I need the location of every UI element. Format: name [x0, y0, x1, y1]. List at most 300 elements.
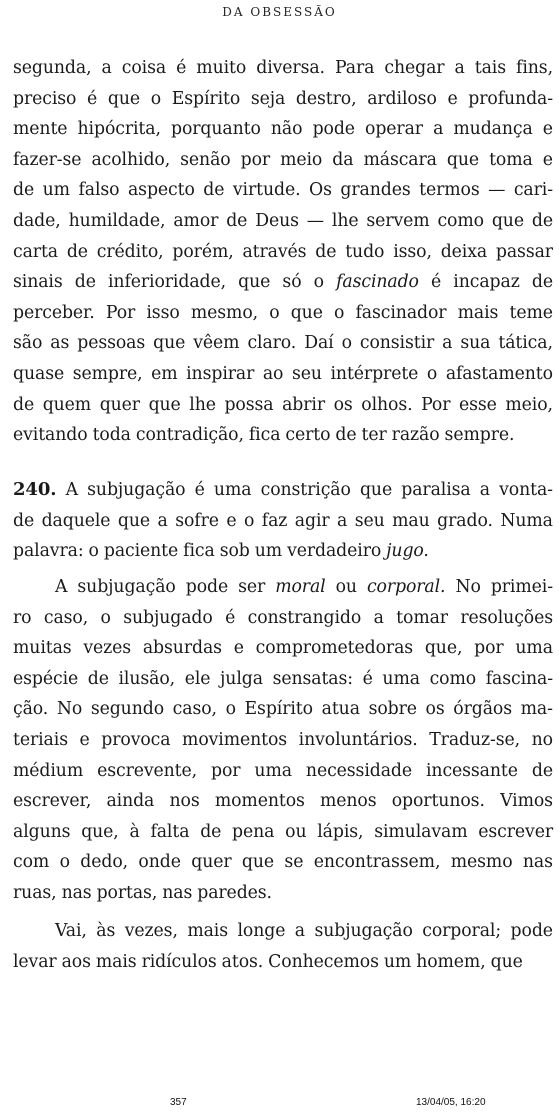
word: lhe — [189, 394, 216, 415]
word: uma — [515, 638, 553, 659]
paragraph-fascination-end — [13, 53, 553, 451]
word: que — [491, 210, 524, 231]
word: por — [240, 149, 271, 170]
word: mudança — [453, 119, 533, 140]
word: de — [531, 272, 553, 293]
word: carta — [13, 241, 58, 262]
word: em — [151, 363, 178, 384]
text-line — [13, 359, 553, 390]
word: lápis, — [317, 821, 364, 842]
word: Daí — [304, 333, 334, 354]
word: que — [359, 480, 393, 500]
running-head: DA OBSESSÃO — [222, 5, 337, 19]
word: 240. — [13, 479, 57, 500]
text-line — [13, 328, 553, 359]
word: teriais — [13, 729, 68, 750]
word: amor — [173, 210, 219, 231]
word: — — [488, 180, 506, 201]
word: moral — [275, 577, 326, 597]
word: mais — [95, 951, 137, 972]
word: o — [269, 302, 280, 323]
word: teme — [509, 302, 553, 323]
word: e — [447, 88, 458, 109]
word: de — [226, 210, 248, 231]
word: Por — [105, 302, 136, 323]
word: claro. — [247, 333, 297, 354]
word: e — [233, 638, 244, 659]
word: Vimos — [500, 791, 553, 812]
word: incessante — [425, 760, 518, 781]
word: como — [429, 668, 477, 689]
word: grandes — [340, 180, 411, 201]
word: crédito, — [96, 241, 164, 262]
word: e — [79, 729, 90, 750]
text-line — [13, 267, 553, 298]
word: se — [284, 852, 304, 873]
word: sofre — [175, 510, 219, 531]
word: caso, — [43, 607, 89, 628]
word: subjugação — [314, 921, 413, 941]
word: isso, — [393, 241, 432, 262]
word: constrangido — [247, 607, 362, 628]
word: involuntários. — [298, 729, 418, 750]
word: hipócrita, — [77, 119, 161, 140]
word: por — [474, 638, 504, 659]
word: que — [153, 333, 186, 354]
word: fins, — [516, 58, 553, 78]
word: de — [531, 210, 553, 231]
word: porquanto — [170, 119, 261, 140]
word: vêem — [193, 333, 240, 354]
word: tomar — [396, 607, 448, 628]
text-line — [13, 603, 553, 634]
word: subjugação — [77, 577, 176, 597]
word: o — [426, 363, 438, 384]
text-line — [13, 725, 553, 756]
text-line — [13, 53, 553, 84]
paragraph-corporal-subjugation — [13, 916, 553, 977]
word: Vai, — [55, 921, 87, 941]
word: levar — [13, 951, 57, 972]
word: termos — [419, 180, 480, 201]
word: a — [101, 58, 112, 78]
word: Espírito — [171, 88, 241, 109]
word: paralisa — [401, 480, 471, 500]
word: que — [446, 149, 480, 170]
word: primei- — [490, 577, 553, 597]
paragraph-240-subjugation — [13, 475, 553, 567]
word: que — [107, 88, 141, 109]
word: a — [433, 119, 444, 140]
word: olhos. — [361, 394, 413, 415]
word: ção. — [13, 699, 49, 720]
word: sempre, — [72, 363, 143, 384]
word: é — [194, 480, 205, 500]
word: a — [294, 921, 305, 941]
word: nos — [169, 791, 200, 812]
word: possa — [224, 394, 274, 415]
text-line — [13, 878, 553, 909]
word: médium — [13, 760, 84, 781]
word: da — [332, 149, 354, 170]
word: senão — [180, 149, 231, 170]
text-line — [13, 817, 553, 848]
word: não — [270, 119, 303, 140]
word: mais — [457, 302, 499, 323]
word: vonta- — [499, 480, 553, 500]
word: pode — [312, 119, 355, 140]
word: atos. — [221, 951, 264, 972]
word: sob — [219, 541, 250, 562]
word: chegar — [384, 58, 445, 78]
word: quer — [99, 394, 140, 415]
word: de — [13, 394, 35, 415]
text-line — [13, 694, 553, 725]
word: subjugado — [123, 607, 213, 628]
word: quase — [13, 363, 65, 384]
word: simulavam — [374, 821, 468, 842]
word: dade, — [13, 210, 61, 231]
word: — — [306, 210, 324, 231]
text-line — [13, 847, 553, 878]
word: que — [117, 510, 151, 531]
word: só — [282, 272, 302, 293]
word: uma — [382, 668, 420, 689]
word: escrevente, — [97, 760, 198, 781]
word: intérprete — [330, 363, 419, 384]
word: coisa — [121, 58, 167, 78]
word: tais — [474, 58, 506, 78]
word: muitas — [13, 638, 72, 659]
word: sobre — [368, 699, 417, 720]
word: de — [200, 821, 222, 842]
word: porém, — [172, 241, 234, 262]
text-line — [13, 175, 553, 206]
word: atua — [321, 699, 360, 720]
word: menos — [319, 791, 377, 812]
word: nas — [61, 882, 92, 903]
text-line — [13, 506, 553, 537]
text-line — [13, 756, 553, 787]
word: pode — [185, 577, 229, 597]
word: à — [129, 821, 140, 842]
word: palavra: — [13, 541, 84, 562]
word: com — [13, 852, 50, 873]
word: os — [425, 699, 445, 720]
word: Espírito — [244, 699, 313, 720]
word: ser — [238, 577, 266, 597]
word: virtude. — [232, 180, 301, 201]
word: de — [203, 180, 225, 201]
word: agir — [294, 510, 330, 531]
word: a — [479, 480, 490, 500]
word: às — [96, 921, 116, 941]
word: o — [100, 607, 111, 628]
word: esse — [458, 394, 497, 415]
word: nas — [522, 852, 553, 873]
word: Numa — [500, 510, 553, 531]
word: ardiloso — [367, 88, 437, 109]
word: ele — [184, 668, 211, 689]
word: ridículos — [141, 951, 217, 972]
word: espécie — [13, 668, 79, 689]
text-line — [13, 237, 553, 268]
word: Deus — [255, 210, 299, 231]
word: órgãos — [453, 699, 512, 720]
text-line — [13, 572, 553, 603]
word: que — [290, 302, 323, 323]
word: diversa. — [256, 58, 325, 78]
word: isso — [146, 302, 180, 323]
word: humildade, — [68, 210, 166, 231]
word: que — [490, 951, 523, 972]
word: constrição — [260, 480, 351, 500]
word: Traduz-se, — [429, 729, 521, 750]
text-line — [13, 420, 553, 451]
word: seu — [354, 510, 385, 531]
word: dedo, — [80, 852, 129, 873]
word: faz — [261, 510, 288, 531]
word: oportunos. — [391, 791, 485, 812]
word: jugo. — [386, 541, 429, 562]
word: acolhido, — [91, 149, 171, 170]
word: julga — [220, 668, 263, 689]
word: caso, — [172, 699, 217, 720]
word: destro, — [295, 88, 357, 109]
word: os — [333, 394, 353, 415]
word: a — [337, 510, 348, 531]
word: sua — [460, 333, 491, 354]
word: profunda- — [468, 88, 553, 109]
text-line — [13, 206, 553, 237]
word: sempre. — [444, 425, 515, 446]
word: necessidade — [305, 760, 413, 781]
word: de — [87, 668, 109, 689]
word: momentos — [214, 791, 305, 812]
text-line — [13, 916, 553, 947]
word: inferioridade, — [108, 272, 227, 293]
word: passar — [495, 241, 553, 262]
word: mesmo — [450, 852, 513, 873]
text-line — [13, 84, 553, 115]
word: homem, — [416, 951, 486, 972]
word: o — [225, 699, 236, 720]
word: ter — [361, 425, 387, 446]
word: a — [157, 510, 168, 531]
word: A — [65, 480, 78, 500]
paragraph-moral-corporal — [13, 572, 553, 909]
word: vezes — [83, 638, 132, 659]
word: perceber. — [13, 302, 95, 323]
word: segunda, — [13, 58, 92, 78]
word: fica — [248, 425, 281, 446]
word: tática, — [498, 333, 553, 354]
word: ma- — [520, 699, 553, 720]
word: certo — [285, 425, 331, 446]
text-line — [13, 475, 553, 506]
word: ruas, — [13, 882, 57, 903]
word: de — [74, 272, 96, 293]
word: pena — [232, 821, 275, 842]
word: são — [13, 333, 43, 354]
word: pessoas — [77, 333, 146, 354]
word: tudo — [345, 241, 385, 262]
text-line — [13, 114, 553, 145]
word: o — [334, 302, 345, 323]
word: absurdas — [142, 638, 222, 659]
word: de — [66, 241, 88, 262]
footer-timestamp: 13/04/05, 16:20 — [416, 1097, 486, 1108]
word: Os — [309, 180, 332, 201]
text-line — [13, 786, 553, 817]
word: meio, — [505, 394, 553, 415]
word: as — [50, 333, 70, 354]
word: a — [454, 58, 465, 78]
word: aspecto — [127, 180, 195, 201]
text-line — [13, 145, 553, 176]
word: daquele — [41, 510, 111, 531]
word: o — [313, 272, 324, 293]
word: fascinador — [355, 302, 447, 323]
word: de — [315, 241, 337, 262]
word: que — [241, 852, 275, 873]
word: longe — [237, 921, 286, 941]
word: ainda — [106, 791, 155, 812]
word: é — [176, 58, 187, 78]
word: que — [148, 394, 181, 415]
text-line — [13, 664, 553, 695]
word: ou — [335, 577, 357, 597]
word: o — [150, 88, 162, 109]
word: paciente — [103, 541, 179, 562]
word: A — [55, 577, 68, 597]
word: No — [455, 577, 481, 597]
word: é — [362, 668, 373, 689]
word: subjugação — [87, 480, 186, 500]
word: Para — [335, 58, 375, 78]
word: ilusão, — [118, 668, 176, 689]
word: que, — [81, 821, 119, 842]
word: razão — [391, 425, 440, 446]
word: evitando — [13, 425, 88, 446]
word: meio — [280, 149, 323, 170]
word: o — [341, 333, 352, 354]
word: afastamento — [445, 363, 553, 384]
word: de — [335, 425, 357, 446]
word: de — [531, 760, 553, 781]
word: nas — [162, 882, 193, 903]
word: servem — [366, 210, 430, 231]
word: de — [13, 510, 35, 531]
word: Por — [421, 394, 451, 415]
word: consistir — [359, 333, 435, 354]
word: mesmo, — [190, 302, 259, 323]
word: fascinado — [336, 272, 419, 293]
text-line — [13, 947, 553, 978]
word: inspirar — [186, 363, 255, 384]
text-line — [13, 298, 553, 329]
word: toda — [92, 425, 131, 446]
word: aos — [61, 951, 91, 972]
page-number: 357 — [170, 1097, 187, 1108]
word: a — [442, 333, 453, 354]
word: Conhecemos — [268, 951, 379, 972]
word: um — [383, 951, 412, 972]
word: fascina- — [485, 668, 553, 689]
word: incapaz — [453, 272, 520, 293]
word: o — [243, 510, 255, 531]
word: como — [437, 210, 484, 231]
word: toma — [489, 149, 533, 170]
word: é — [87, 88, 98, 109]
word: corporal. — [366, 577, 446, 597]
word: fazer-se — [13, 149, 82, 170]
word: mau — [392, 510, 430, 531]
text-line — [13, 536, 553, 567]
word: provoca — [101, 729, 171, 750]
word: falta — [150, 821, 190, 842]
word: seja — [250, 88, 286, 109]
word: e — [542, 149, 553, 170]
word: movimentos — [182, 729, 288, 750]
word: uma — [213, 480, 252, 500]
word: corporal; — [422, 921, 502, 941]
word: deixa — [440, 241, 488, 262]
word: escrever — [478, 821, 553, 842]
word: operar — [365, 119, 423, 140]
word: sinais — [13, 272, 63, 293]
word: muito — [196, 58, 247, 78]
word: uma — [254, 760, 292, 781]
word: contradição, — [135, 425, 244, 446]
word: preciso — [13, 88, 77, 109]
word: resoluções — [460, 607, 553, 628]
word: por — [211, 760, 241, 781]
word: ou — [285, 821, 307, 842]
word: onde — [138, 852, 181, 873]
text-line — [13, 633, 553, 664]
word: abrir — [282, 394, 325, 415]
word: é — [431, 272, 442, 293]
word: um — [254, 541, 283, 562]
word: fica — [183, 541, 215, 562]
word: o — [88, 541, 99, 562]
word: ao — [262, 363, 284, 384]
word: sensatas: — [272, 668, 353, 689]
text-line — [13, 390, 553, 421]
word: encontrassem, — [313, 852, 441, 873]
word: de — [13, 180, 35, 201]
word: no — [531, 729, 553, 750]
word: vezes, — [124, 921, 178, 941]
word: lhe — [331, 210, 359, 231]
word: No — [56, 699, 83, 720]
word: que — [238, 272, 271, 293]
word: ro — [13, 607, 32, 628]
word: segundo — [90, 699, 165, 720]
word: escrever, — [13, 791, 92, 812]
word: pode — [510, 921, 553, 941]
word: grado. — [437, 510, 493, 531]
word: quer — [191, 852, 232, 873]
word: um — [42, 180, 70, 201]
word: é — [225, 607, 236, 628]
word: o — [59, 852, 70, 873]
word: e — [226, 510, 237, 531]
word: e — [542, 119, 553, 140]
word: quem — [42, 394, 92, 415]
word: mente — [13, 119, 68, 140]
